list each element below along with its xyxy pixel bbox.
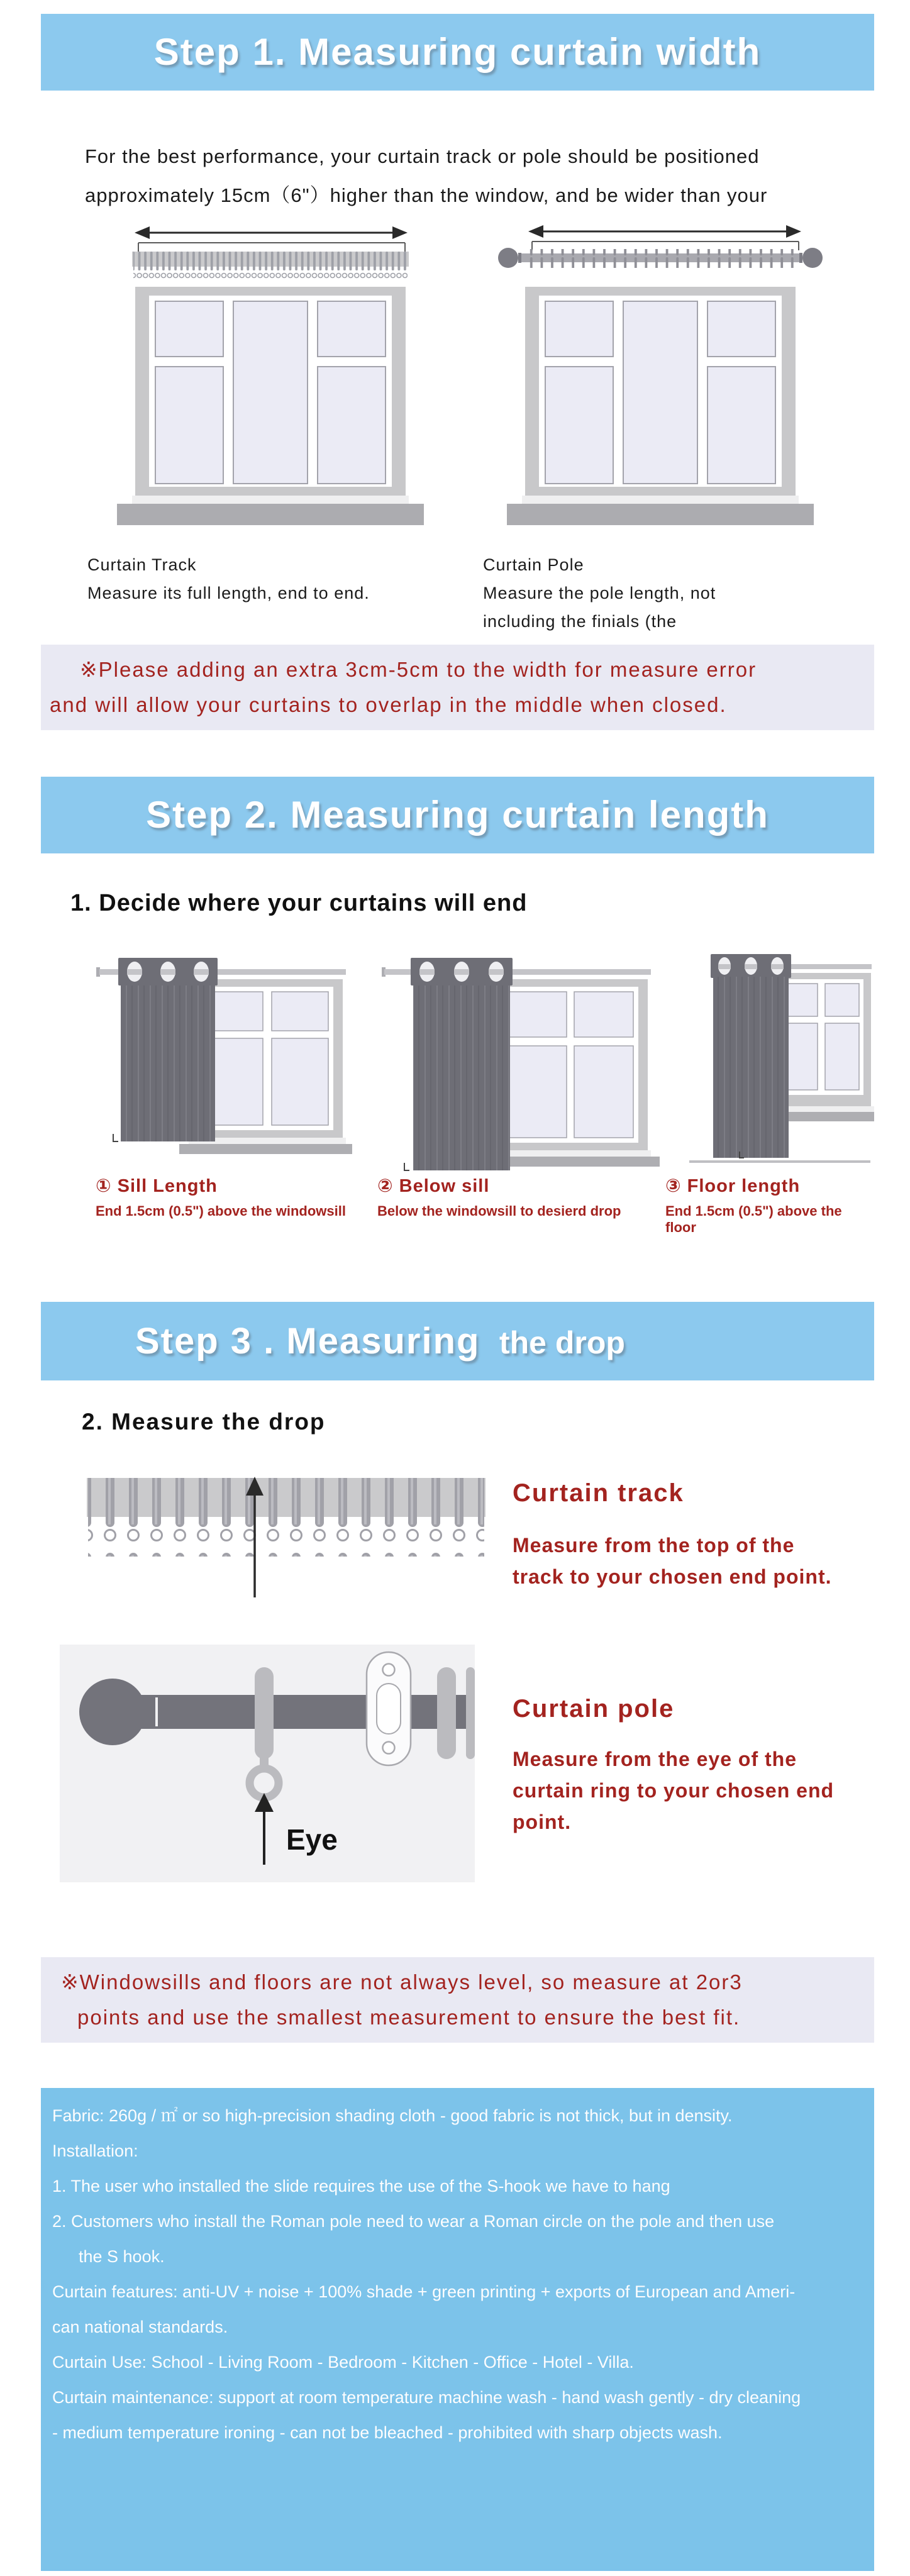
width-arrow-icon [135, 226, 408, 239]
product-info-footer [41, 2088, 874, 2571]
drop-note [41, 1957, 874, 2043]
measure-bracket [532, 242, 799, 250]
drop-note-line1: ※Windowsills and floors are not always level, so measure at 2or3 [61, 1970, 743, 1994]
pole-drop-figure [60, 1645, 475, 1884]
track-caption-title: Curtain Track [87, 555, 197, 574]
step3-header-band [41, 1302, 874, 1380]
step2-heading: 1. Decide where your curtains will end [70, 890, 528, 916]
curtain-pole-illustration [498, 248, 823, 268]
end-point-mark [113, 1134, 118, 1141]
step2-title: Step 2. Measuring curtain length [146, 794, 769, 836]
finial-icon [802, 248, 823, 268]
window-illustration [507, 287, 814, 525]
curtain-pole-window-figure [484, 219, 852, 536]
curtain-track-illustration [132, 252, 409, 283]
pole-caption [483, 551, 716, 636]
step3-title-main: Step 3 . Measuring [135, 1321, 480, 1362]
below-sill-figure [374, 947, 663, 1176]
intro-line-1: For the best performance, your curtain track or pole should be positioned [85, 145, 760, 167]
width-arrow-icon [528, 225, 801, 238]
width-note-line1: ※Please adding an extra 3cm-5cm to the width for measure error [80, 658, 757, 681]
track-drop-figure [75, 1472, 497, 1604]
option-number: ③ [665, 1176, 682, 1196]
pole-drop-line1: Measure from the eye of the [513, 1748, 797, 1770]
floor-line [689, 1160, 870, 1163]
intro-line-2: approximately 15cm（6"）higher than the window, and be wider than your [85, 184, 768, 206]
footer-line: Curtain maintenance: support at room temperature machine wash - hand wash gently - dry cleaning [52, 2388, 801, 2407]
footer-line: - medium temperature ironing - can not be bleached - prohibited with sharp objects wash. [52, 2423, 723, 2442]
pole-drop-text [513, 1743, 834, 1838]
finial-icon [498, 248, 518, 268]
footer-line: 2. Customers who install the Roman pole need to wear a Roman circle on the pole and then use [52, 2212, 775, 2231]
curtain-illustration [118, 958, 218, 1141]
option-number: ② [377, 1176, 394, 1196]
measure-bracket [138, 243, 405, 252]
footer-line: Installation: [52, 2141, 138, 2160]
footer-line: the S hook. [79, 2247, 165, 2266]
pole-caption-title: Curtain Pole [483, 555, 584, 574]
pole-drop-line3: point. [513, 1811, 572, 1833]
pole-rod [139, 1695, 475, 1729]
step2-header-band [41, 777, 874, 853]
track-caption-line: Measure its full length, end to end. [87, 584, 370, 602]
curtain-track-window-figure [88, 219, 472, 536]
step1-header-band [41, 14, 874, 91]
footer-line: 1. The user who installed the slide requires the use of the S-hook we have to hang [52, 2177, 670, 2196]
curtain-ring [437, 1667, 456, 1759]
pole-caption-line1: Measure the pole length, not [483, 584, 716, 602]
option-caption-sill-length [96, 1175, 366, 1219]
track-drop-heading: Curtain track [513, 1479, 684, 1507]
track-drop-text [513, 1530, 832, 1592]
window-illustration [117, 287, 424, 525]
footer-line: can national standards. [52, 2318, 228, 2336]
track-caption [87, 551, 370, 608]
pole-drop-line2: curtain ring to your chosen end [513, 1779, 835, 1802]
track-drop-line1: Measure from the top of the [513, 1534, 795, 1557]
step3-heading: 2. Measure the drop [82, 1409, 326, 1435]
drop-note-line2: points and use the smallest measurement to ensure the best fit. [77, 2006, 741, 2029]
option-desc: End 1.5cm (0.5") above the windowsill [96, 1203, 346, 1219]
footer-line: Curtain Use: School - Living Room - Bedroom - Kitchen - Office - Hotel - Villa. [52, 2353, 634, 2372]
curtain-illustration [411, 958, 513, 1170]
option-desc: End 1.5cm (0.5") above the floor [665, 1203, 842, 1235]
pole-caption-line2: including the finials (the [483, 612, 677, 631]
curtain-illustration [711, 954, 791, 1158]
floor-length-figure [685, 947, 874, 1179]
step3-title-sub: the drop [499, 1325, 625, 1360]
track-drop-line2: track to your chosen end point. [513, 1565, 832, 1588]
pole-drop-heading: Curtain pole [513, 1695, 675, 1723]
curtain-ring [466, 1667, 475, 1759]
option-desc: Below the windowsill to desierd drop [377, 1203, 621, 1219]
option-label: Floor length [687, 1176, 801, 1196]
eye-label: Eye [286, 1823, 338, 1856]
sill-length-figure [75, 947, 352, 1176]
footer-line: Fabric: 260g / ㎡ or so high-precision shading cloth - good fabric is not thick, but in density. [52, 2106, 733, 2125]
width-note [41, 645, 874, 730]
option-caption-below-sill [377, 1175, 654, 1219]
option-number: ① [96, 1176, 112, 1196]
step1-title: Step 1. Measuring curtain width [153, 31, 762, 73]
footer-line: Curtain features: anti-UV + noise + 100% shade + green printing + exports of European and Ameri- [52, 2282, 796, 2301]
option-label: Below sill [399, 1176, 490, 1196]
width-note-line2: and will allow your curtains to overlap in the middle when closed. [50, 693, 727, 716]
end-point-mark [404, 1163, 409, 1170]
finial-icon [79, 1679, 146, 1745]
option-caption-floor-length [665, 1175, 873, 1236]
step1-intro [85, 137, 877, 215]
option-label: Sill Length [117, 1176, 218, 1196]
pole-bracket [367, 1652, 411, 1765]
